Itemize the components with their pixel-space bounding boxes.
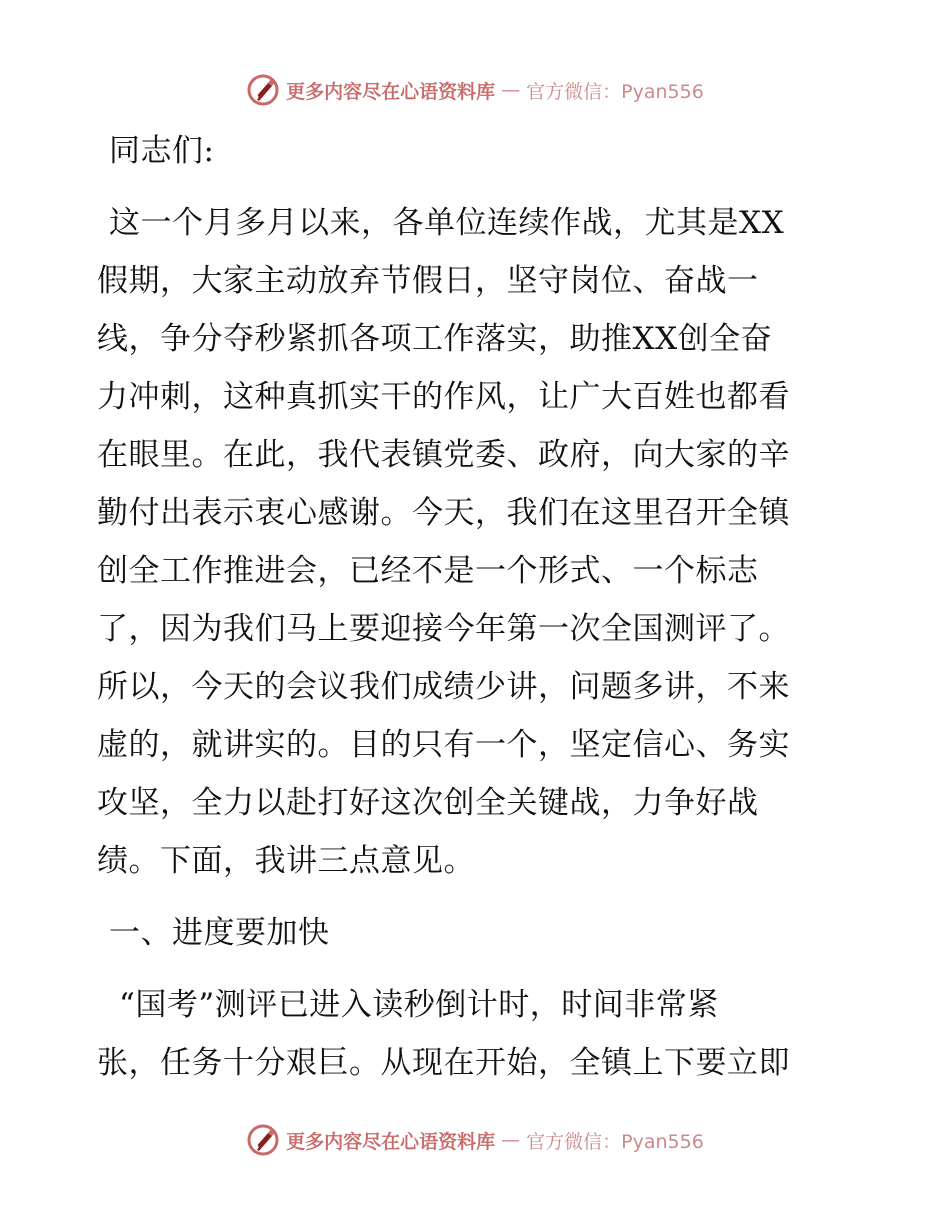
paragraph-line: 攻坚，全力以赴打好这次创全关键战，力争好战 — [97, 785, 759, 821]
paragraph-line: 所以，今天的会议我们成绩少讲，问题多讲，不来 — [97, 669, 790, 705]
pen-logo-icon — [246, 1123, 280, 1157]
watermark-main-text: 更多内容尽在心语资料库 — [286, 80, 496, 103]
paragraph-line: 勤付出表示衷心感谢。今天，我们在这里召开全镇 — [97, 495, 790, 531]
pen-logo-icon — [246, 73, 280, 107]
watermark-sub-text: 官方微信：Pyan556 — [526, 1130, 704, 1153]
paragraph-line: 力冲刺，这种真抓实干的作风，让广大百姓也都看 — [97, 379, 790, 415]
paragraph-line: 虚的，就讲实的。目的只有一个，坚定信心、务实 — [97, 727, 790, 763]
paragraph-line: 绩。下面，我讲三点意见。 — [97, 843, 475, 879]
header-watermark — [0, 70, 950, 110]
paragraph-2 — [97, 976, 857, 1092]
paragraph-line: 这一个月多月以来，各单位连续作战，尤其是XX — [109, 205, 785, 241]
paragraph-line: 创全工作推进会，已经不是一个形式、一个标志 — [97, 553, 759, 589]
footer-watermark — [0, 1120, 950, 1160]
paragraph-line: 假期，大家主动放弃节假日，坚守岗位、奋战一 — [97, 263, 759, 299]
paragraph-line: 了，因为我们马上要迎接今年第一次全国测评了。 — [97, 611, 790, 647]
paragraph-line: “国考”测评已进入读秒倒计时，时间非常紧 — [119, 987, 719, 1023]
paragraph-line: 在眼里。在此，我代表镇党委、政府，向大家的辛 — [97, 437, 790, 473]
watermark-main-text: 更多内容尽在心语资料库 — [286, 1130, 496, 1153]
watermark-dash: — — [501, 79, 521, 101]
paragraph-1 — [97, 194, 857, 890]
watermark-dash: — — [501, 1129, 521, 1151]
watermark-sub-text: 官方微信：Pyan556 — [526, 80, 704, 103]
paragraph-line: 张，任务十分艰巨。从现在开始，全镇上下要立即 — [97, 1045, 790, 1081]
section-heading: 一、进度要加快 — [109, 915, 330, 951]
greeting: 同志们: — [109, 133, 215, 169]
paragraph-line: 线，争分夺秒紧抓各项工作落实，助推XX创全奋 — [97, 321, 773, 357]
document-body — [97, 122, 857, 1092]
